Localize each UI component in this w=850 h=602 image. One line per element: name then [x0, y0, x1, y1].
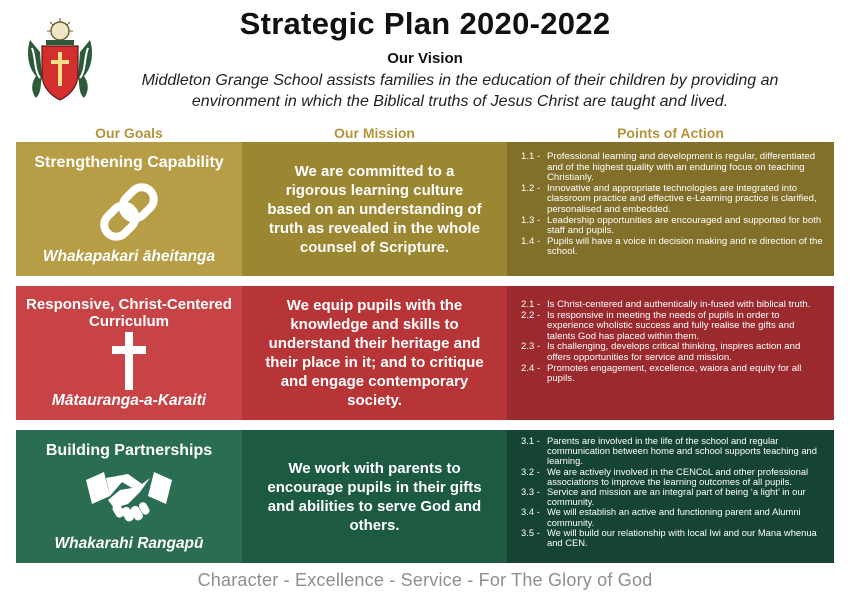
- action-list: [507, 430, 834, 563]
- mission-cell: We work with parents to encourage pupils in their gifts and abilities to serve God and others.: [242, 430, 507, 563]
- action-item: 3.2 - We are actively involved in the CENCoL and other professional associations to improve the learning outcomes of all pupils.: [521, 465, 809, 487]
- page-title: Strategic Plan 2020-2022: [239, 6, 611, 41]
- goal-maori-title: Whakapakari āheitanga: [42, 248, 216, 265]
- action-item: 1.1 - Professional learning and development is regular, differentiated and of the highest quality with an enduring focus on teaching Christianly.: [521, 151, 816, 184]
- goal-cell: [16, 286, 242, 420]
- goal-maori-title: Whakarahi Rangapū: [54, 535, 204, 552]
- action-item: 3.5 - We will build our relationship with local Iwi and our Mana whenua and CEN.: [521, 526, 817, 549]
- goal-cell: [16, 430, 242, 563]
- goal-row-building-partnerships: [16, 430, 834, 563]
- column-header-mission: Our Mission: [334, 125, 415, 141]
- goal-maori-title: Mātauranga-a-Karaiti: [51, 392, 207, 409]
- mission-cell: We are committed to a rigorous learning culture based on an understanding of truth as revealed in the whole counsel of Scripture.: [242, 142, 507, 276]
- goal-title: Responsive, Christ-Centered Curriculum: [26, 296, 232, 330]
- footer-motto: Character - Excellence - Service - For The Glory of God: [197, 570, 653, 590]
- action-item: 3.3 - Service and mission are an integral part of being ‘a light’ in our community.: [521, 486, 806, 508]
- goal-title: Strengthening Capability: [34, 154, 224, 171]
- action-item: 2.4 - Promotes engagement, excellence, waiora and equity for all pupils.: [521, 362, 802, 385]
- goal-cell: [16, 142, 242, 276]
- goal-row-christ-centered-curriculum: [16, 286, 834, 420]
- action-item: 1.4 - Pupils will have a voice in decision making and re direction of the school.: [521, 235, 823, 258]
- vision-text: Middleton Grange School assists families in the education of their children by providing an environment in which the Biblical truths of Jesus Christ are taught and lived.: [141, 72, 779, 110]
- cross-icon: [109, 330, 149, 392]
- handshake-icon: [84, 466, 174, 530]
- action-item: 2.1 - Is Christ-centered and authentically in-fused with biblical truth.: [521, 299, 811, 310]
- action-item: 2.3 - Is challenging, develops critical thinking, inspires action and offers opportunities for service and mission.: [521, 341, 801, 363]
- action-item: 2.2 - Is responsive in meeting the needs of pupils in order to experience wholistic success and fully realise the gifts and talents God has placed within them.: [521, 309, 795, 342]
- action-item: 3.1 - Parents are involved in the life of the school and regular communication between home and school supports teaching and learning.: [521, 435, 817, 467]
- action-item: 3.4 - We will establish an active and functioning parent and Alumni community.: [521, 506, 801, 528]
- chain-link-icon: [97, 182, 161, 242]
- column-header-actions: Points of Action: [617, 125, 724, 141]
- goal-title: Building Partnerships: [45, 442, 213, 459]
- column-header-goals: Our Goals: [95, 125, 163, 141]
- goal-row-strengthening-capability: [16, 142, 834, 276]
- action-item: 1.2 - Innovative and appropriate technologies are integrated into classroom practice and effective e-Learning practice is clarified, personalised and embedded.: [521, 182, 817, 215]
- mission-cell: We equip pupils with the knowledge and skills to understand their heritage and their place in it; and to critique and engage contemporary society.: [242, 286, 507, 420]
- action-item: 1.3 - Leadership opportunities are encouraged and supported for both staff and pupils.: [521, 214, 822, 237]
- action-list: [507, 286, 834, 420]
- action-list: [507, 142, 834, 276]
- vision-heading: Our Vision: [387, 50, 463, 67]
